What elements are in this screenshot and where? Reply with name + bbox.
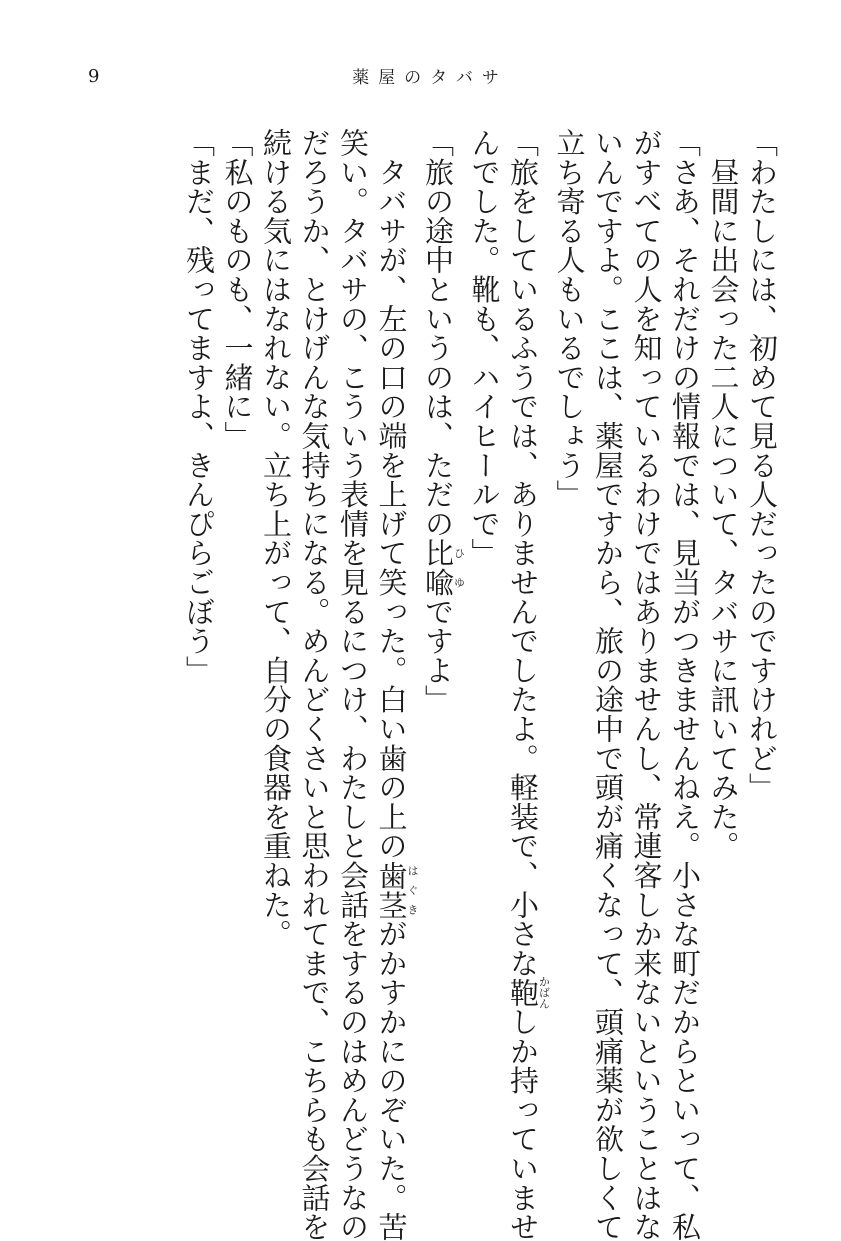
text-segment: ですよ」 (421, 596, 455, 715)
ruby-base: 比喩 (421, 538, 455, 597)
text-segment: がかすかにのぞいた。苦 (374, 919, 409, 1241)
ruby-reading: かばん (537, 975, 551, 1009)
text-segment: 「旅をしているふうでは、ありませんでしたよ。軽装で、小さな (506, 128, 540, 978)
text-segment: タバサが、左の口の端を上げて笑った。白い歯の上の (374, 128, 409, 861)
text-segment: 「旅の途中というのは、ただの (421, 128, 455, 539)
text-line: 立ち寄る人もいるでしょう」 (552, 128, 587, 509)
body-text (81, 128, 781, 1241)
text-line: いんですよ。ここは、薬屋ですから、旅の途中で頭が痛くなって、頭痛薬が欲しくて (591, 128, 625, 1241)
running-title: 薬屋のタバサ (352, 68, 508, 88)
text-line (419, 128, 466, 1128)
text-line (504, 128, 551, 1241)
ruby-hiyu (421, 538, 466, 597)
text-line: 「わたしには、初めて見る人だったのですけれど」 (745, 128, 779, 802)
text-segment: しか持っていませ (506, 1007, 540, 1241)
text-line: んでした。靴も、ハイヒールで」 (467, 128, 502, 568)
ruby-base: 鞄 (506, 975, 540, 1009)
text-line: がすべての人を知っているわけではありませんし、常連客しか来ないということはな (629, 128, 664, 1241)
text-line (372, 128, 419, 1241)
text-line: 笑い。タバサの、こういう表情を見るにつけ、わたしと会話をするのはめんどうなの (336, 128, 370, 1241)
page-number: 9 (88, 66, 100, 87)
ruby-base: 歯茎 (374, 860, 409, 920)
text-line: 昼間に出会った二人について、タバサに訊いてみた。 (706, 128, 741, 861)
ruby-reading: ひゆ (452, 538, 466, 597)
text-line: 「私のものも、一緒に」 (220, 128, 255, 451)
text-line: 「さあ、それだけの情報では、見当がつきませんねえ。小さな町だからといって、私 (668, 128, 702, 1241)
ruby-haguki (374, 860, 419, 920)
text-line: 「まだ、残ってますよ、きんぴらごぼう」 (182, 128, 216, 685)
text-line: 続ける気にはなれない。立ち上がって、自分の食器を重ねた。 (259, 128, 293, 949)
ruby-kaban (506, 975, 551, 1009)
ruby-reading: はぐき (406, 860, 419, 920)
text-line: だろうか、とけげんな気持ちになる。めんどくさいと思われてまで、こちらも会話を (297, 128, 332, 1241)
